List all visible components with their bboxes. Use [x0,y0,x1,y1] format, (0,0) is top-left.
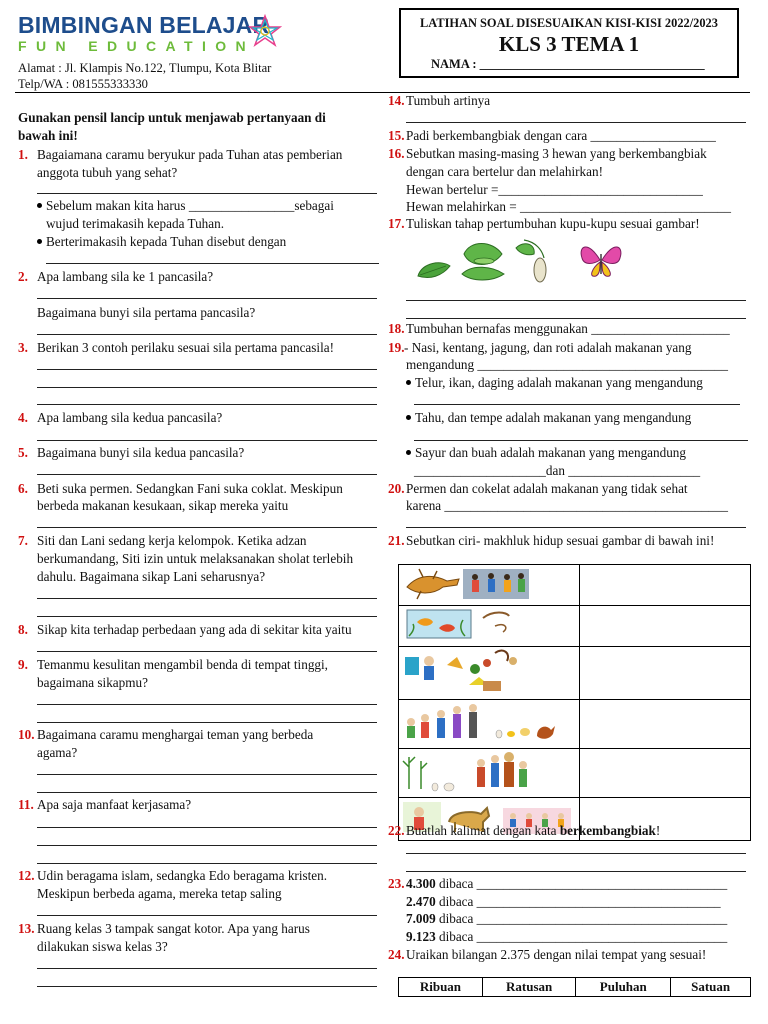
reproduction-icon [399,749,577,793]
q12-number: 12. [18,868,35,883]
q1-sub1-a [37,198,334,214]
q13-text-a: Ruang kelas 3 tampak sangat kotor. Apa yang harus [37,921,310,936]
q14-number: 14. [388,93,405,108]
q22-text-post: ! [655,823,661,838]
q23-number-2: 2.470 [406,894,436,909]
q24-text: Uraikan bilangan 2.375 dengan nilai tempat yang sesuai! [406,947,707,962]
answer-line[interactable] [37,986,377,987]
q23-number-4: 9.123 [406,929,436,944]
q10-number: 10. [18,727,35,742]
q23-number-1: 4.300 [406,876,436,891]
q7-text-c: dahulu. Bagaimana sikap Lani seharusnya? [37,569,266,584]
q1-sub1-b: wujud terimakasih kepada Tuhan. [46,216,225,231]
answer-line[interactable] [37,651,377,652]
q21-number: 21. [388,533,405,548]
q16-birth: Hewan melahirkan = ________________________________ [406,199,731,214]
q19-protein [406,375,703,391]
q1-number: 1. [18,147,28,162]
answer-line[interactable] [406,300,746,301]
q1-text-a: Bagaiamana caramu beryukur pada Tuhan atas pemberian [37,147,343,162]
q1-text-b: anggota tubuh yang sehat? [37,165,178,180]
q21-text: Sebutkan ciri- makhluk hidup sesuai gambar di bawah ini! [406,533,715,548]
q19-text-f: ____________________dan ____________________ [414,463,701,478]
q20-text-a: Permen dan cokelat adalah makanan yang tidak sehat [406,481,688,496]
answer-line[interactable] [406,853,746,854]
q15-text: Padi berkembangbiak dengan cara ___________________ [406,128,716,143]
answer-line[interactable] [37,334,377,335]
address-text: Alamat : Jl. Klampis No.122, Tlumpu, Kota Blitar [18,61,272,75]
answer-line[interactable] [37,722,377,723]
q17-number: 17. [388,216,405,231]
answer-line[interactable] [37,387,377,388]
q23-line-2: dibaca _____________________________________ [435,894,721,909]
q1-sub2 [37,234,286,250]
q18-text: Tumbuhan bernafas menggunakan _____________________ [406,321,730,336]
brand-logo [18,12,269,54]
answer-line[interactable] [37,404,377,405]
food-children-icon [399,647,577,695]
answer-line[interactable] [37,863,377,864]
butterfly-lifecycle-illustration [412,234,622,286]
q19-number: 19. [388,340,405,355]
answer-line[interactable] [37,369,377,370]
answer-line[interactable] [414,404,740,405]
address-block [18,60,271,92]
answer-cell[interactable] [579,565,750,606]
living-things-table [398,564,751,841]
answer-line[interactable] [37,827,377,828]
picture-cell-eating [399,647,580,700]
q19-text-b: mengandung ______________________________________ [406,357,728,372]
answer-line[interactable] [37,774,377,775]
q22-text [406,823,660,839]
answer-line[interactable] [37,193,377,194]
q24-number: 24. [388,947,405,962]
q23-number: 23. [388,876,405,891]
q19-text-a: - Nasi, kentang, jagung, dan roti adalah makanan yang [404,340,692,355]
q19-soy [406,410,691,426]
q2-text-b: Bagaimana bunyi sila pertama pancasila? [37,305,256,320]
q8-number: 8. [18,622,28,637]
answer-line[interactable] [406,527,746,528]
q3-number: 3. [18,340,28,355]
q23-line-3: dibaca ______________________________________ [435,911,728,926]
q10-text-a: Bagaimana caramu menghargai teman yang berbeda [37,727,314,742]
name-field[interactable]: NAMA : ____________________________________ [431,57,705,71]
q9-text-a: Temanmu kesulitan mengambil benda di tempat tinggi, [37,657,328,672]
q20-text-b: karena ___________________________________________ [406,498,728,513]
header-divider [15,92,750,93]
q7-text-a: Siti dan Lani sedang kerja kelompok. Ketika adzan [37,533,307,548]
answer-line[interactable] [37,704,377,705]
q19-vegetable [406,445,686,461]
picture-cell-breathing [399,606,580,647]
title-box [399,8,739,78]
bullet-icon [37,239,42,244]
q17-text: Tuliskan tahap pertumbuhan kupu-kupu sesuai gambar! [406,216,700,231]
picture-cell-movement [399,565,580,606]
picture-cell-growth [399,700,580,749]
answer-cell[interactable] [579,647,750,700]
answer-line[interactable] [37,440,377,441]
answer-line[interactable] [37,527,377,528]
q16-text-b: dengan cara bertelur dan melahirkan! [406,164,603,179]
butterfly-icon [581,247,621,276]
answer-line[interactable] [37,474,377,475]
q23-item-3 [406,911,727,927]
q13-number: 13. [18,921,35,936]
bullet-icon [406,380,411,385]
q22-text-pre: Buatlah kalimat dengan kata [406,823,560,838]
q3-text: Berikan 3 contoh perilaku sesuai sila pertama pancasila! [37,340,334,355]
answer-line[interactable] [37,792,377,793]
answer-line[interactable] [46,263,379,264]
answer-cell[interactable] [579,700,750,749]
instruction-line-1: Gunakan pensil lancip untuk menjawab pertanyaan di [18,110,326,125]
q6-number: 6. [18,481,28,496]
q19-soy-text: Tahu, dan tempe adalah makanan yang mengandung [415,410,692,425]
answer-cell[interactable] [579,606,750,647]
bullet-icon [406,450,411,455]
q16-eggs: Hewan bertelur =_______________________________ [406,182,703,197]
q2-number: 2. [18,269,28,284]
fish-aquarium-icon [399,606,577,642]
q23-line-1: dibaca ______________________________________ [435,876,728,891]
q1-sub1-a-text: Sebelum makan kita harus ________________sebagai [46,198,334,213]
q6-text-b: berbeda makanan kesukaan, sikap mereka yaitu [37,498,289,513]
q19-protein-text: Telur, ikan, daging adalah makanan yang mengandung [415,375,703,390]
q2-text-a: Apa lambang sila ke 1 pancasila? [37,269,214,284]
q16-number: 16. [388,146,405,161]
answer-line[interactable] [37,616,377,617]
q5-text: Bagaimana bunyi sila kedua pancasila? [37,445,245,460]
answer-line[interactable] [406,318,746,319]
answer-line[interactable] [37,598,377,599]
q20-number: 20. [388,481,405,496]
q6-text-a: Beti suka permen. Sedangkan Fani suka coklat. Meskipun [37,481,343,496]
q7-number: 7. [18,533,28,548]
family-growth-icon [399,700,577,744]
q4-number: 4. [18,410,28,425]
bullet-icon [37,203,42,208]
answer-line[interactable] [406,122,746,123]
place-value-header: Ribuan [399,978,483,997]
answer-line[interactable] [37,845,377,846]
q9-text-b: bagaimana sikapmu? [37,675,148,690]
exam-subtitle: LATIHAN SOAL DISESUAIKAN KISI-KISI 2022/2023 [420,16,718,30]
exam-title: KLS 3 TEMA 1 [498,32,640,56]
q8-text: Sikap kita terhadap perbedaan yang ada di sekitar kita yaitu [37,622,352,637]
pupa-icon [516,240,546,282]
q22-keyword: berkembangbiak [559,823,656,838]
q15-number: 15. [388,128,405,143]
q23-number-3: 7.009 [406,911,436,926]
q18-number: 18. [388,321,405,336]
bullet-icon [406,415,411,420]
star-logo-icon [248,14,282,48]
q23-item-1 [406,876,727,892]
q16-text-a: Sebutkan masing-masing 3 hewan yang berkembangbiak [406,146,707,161]
lizard-running-icon [399,565,577,601]
place-value-header: Satuan [671,978,751,997]
answer-line[interactable] [406,871,746,872]
place-value-header: Puluhan [576,978,671,997]
leaf-egg-icon [418,263,450,278]
brand-title: BIMBINGAN BELAJAR [18,12,270,38]
q12-text-b: Meskipun berbeda agama, mereka tetap saling [37,886,282,901]
q11-text: Apa saja manfaat kerjasama? [37,797,192,812]
q12-text-a: Udin beragama islam, sedangka Edo beragama kristen. [37,868,328,883]
q9-number: 9. [18,657,28,672]
answer-line[interactable] [37,968,377,969]
q13-text-b: dilakukan siswa kelas 3? [37,939,168,954]
q22-number: 22. [388,823,405,838]
q10-text-b: agama? [37,745,78,760]
q19-vegetable-text: Sayur dan buah adalah makanan yang mengandung [415,445,686,460]
answer-line[interactable] [414,440,748,441]
q1-sub2-text: Berterimakasih kepada Tuhan disebut dengan [46,234,287,249]
q7-text-b: berkumandang, Siti izin untuk melaksanakan sholat terlebih [37,551,354,566]
q23-item-4 [406,929,727,945]
instruction-line-2: bawah ini! [18,128,78,143]
answer-line[interactable] [37,298,377,299]
q14-text: Tumbuh artinya [406,93,491,108]
place-value-header: Ratusan [482,978,575,997]
q4-text: Apa lambang sila kedua pancasila? [37,410,223,425]
picture-cell-reproduce [399,749,580,798]
q5-number: 5. [18,445,28,460]
answer-cell[interactable] [579,749,750,798]
place-value-table [398,977,751,997]
answer-line[interactable] [37,915,377,916]
brand-subtitle: FUN EDUCATION [18,38,256,54]
q23-item-2 [406,894,721,910]
q23-line-4: dibaca ______________________________________ [435,929,728,944]
caterpillar-icon [462,244,504,281]
q11-number: 11. [18,797,34,812]
phone-text: Telp/WA : 081555333330 [18,77,148,91]
